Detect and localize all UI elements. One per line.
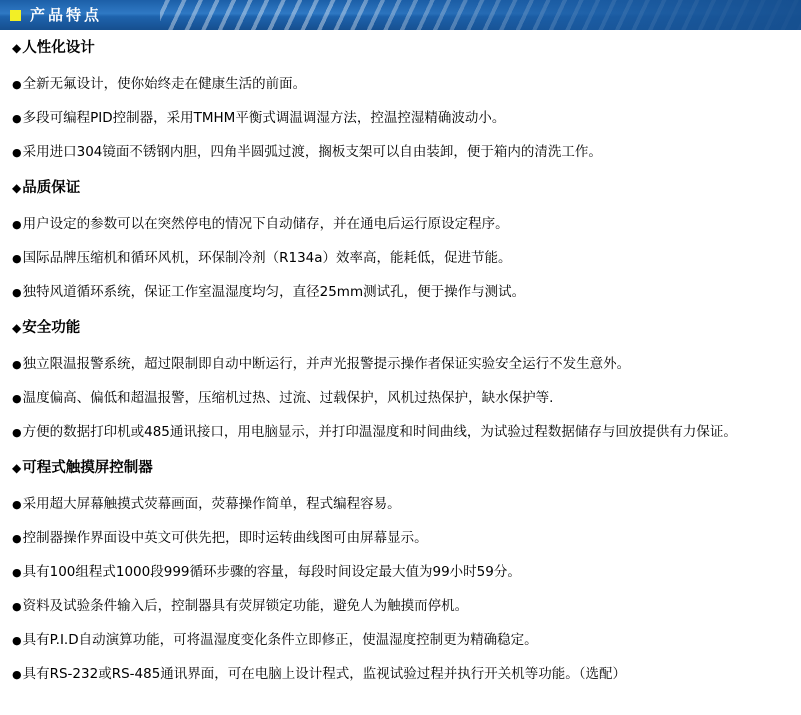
spacer (12, 373, 789, 390)
spacer (12, 301, 789, 320)
list-item-text: 独立限温报警系统，超过限制即自动中断运行，并声光报警提示操作者保证实验安全运行不发生意外。 (22, 356, 631, 373)
list-item (12, 598, 789, 615)
list-item-text: 温度偏高、偏低和超温报警，压缩机过热、过流、过载保护，风机过热保护，缺水保护等. (22, 390, 554, 407)
diamond-icon: ◆ (12, 41, 22, 55)
list-item (12, 530, 789, 547)
section-heading (12, 180, 789, 197)
spacer (12, 93, 789, 110)
section-heading (12, 40, 789, 57)
bullet-dot-icon: ● (12, 532, 22, 546)
spacer (12, 407, 789, 424)
yellow-square-icon (10, 10, 21, 21)
bullet-dot-icon: ● (12, 600, 22, 614)
list-item-text: 方便的数据打印机或485通讯接口，用电脑显示，并打印温湿度和时间曲线，为试验过程数据储存与回放提供有力保证。 (22, 424, 737, 441)
list-item (12, 284, 789, 301)
spacer (12, 127, 789, 144)
bullet-dot-icon: ● (12, 252, 22, 266)
list-item-text: 独特风道循环系统，保证工作室温湿度均匀，直径25mm测试孔，便于操作与测试。 (22, 284, 526, 301)
list-item (12, 144, 789, 161)
feature-list (12, 199, 789, 301)
section-heading (12, 460, 789, 477)
list-item-text: 具有100组程式1000段999循环步骤的容量，每段时间设定最大值为99小时59分。 (22, 564, 521, 581)
list-item-text: 国际品牌压缩机和循环风机，环保制冷剂（R134a）效率高，能耗低，促进节能。 (22, 250, 512, 267)
spacer (12, 339, 789, 356)
bullet-dot-icon: ● (12, 358, 22, 372)
list-item (12, 496, 789, 513)
banner-gradient-overlay (330, 0, 801, 30)
features-content (0, 30, 801, 683)
section-banner (0, 0, 801, 30)
list-item-text: 具有RS-232或RS-485通讯界面，可在电脑上设计程式，监视试验过程并执行开关机等功能。（选配） (22, 665, 627, 682)
list-item (12, 356, 789, 373)
list-item (12, 110, 789, 127)
list-item-text: 具有P.I.D自动演算功能，可将温湿度变化条件立即修正，使温湿度控制更为精确稳定。 (22, 631, 538, 648)
feature-list (12, 479, 789, 682)
feature-section-controller (12, 460, 789, 683)
spacer (12, 161, 789, 180)
bullet-dot-icon: ● (12, 146, 22, 160)
spacer (12, 441, 789, 460)
spacer (12, 581, 789, 598)
spacer (12, 513, 789, 530)
diamond-icon: ◆ (12, 181, 22, 196)
list-item-text: 多段可编程PID控制器，采用TMHM平衡式调温调湿方法，控温控湿精确波动小。 (22, 110, 506, 127)
list-item-text: 控制器操作界面设中英文可供先把，即时运转曲线图可由屏幕显示。 (22, 530, 428, 547)
list-item (12, 564, 789, 581)
list-item-text: 用户设定的参数可以在突然停电的情况下自动储存，并在通电后运行原设定程序。 (22, 216, 509, 233)
list-item (12, 632, 789, 649)
spacer (12, 199, 789, 216)
list-item-text: 采用超大屏幕触摸式荧幕画面，荧幕操作简单，程式编程容易。 (22, 496, 401, 513)
spacer (12, 267, 789, 284)
section-heading-label: 品质保证 (22, 180, 81, 197)
spacer (12, 479, 789, 496)
diamond-icon: ◆ (12, 461, 22, 476)
spacer (12, 649, 789, 666)
feature-list (12, 59, 789, 161)
spacer (12, 547, 789, 564)
bullet-dot-icon: ● (12, 667, 22, 681)
list-item-text: 资料及试验条件输入后，控制器具有荧屏锁定功能，避免人为触摸而停机。 (22, 598, 469, 615)
list-item (12, 250, 789, 267)
bullet-dot-icon: ● (12, 392, 22, 406)
spacer (12, 59, 789, 76)
section-heading-label: 可程式触摸屏控制器 (22, 460, 153, 477)
bullet-dot-icon: ● (12, 286, 22, 300)
section-heading (12, 320, 789, 337)
spacer (12, 233, 789, 250)
list-item (12, 666, 789, 683)
feature-section-quality (12, 180, 789, 301)
list-item (12, 76, 789, 93)
banner-title-group (0, 0, 102, 30)
list-item (12, 216, 789, 233)
feature-list (12, 339, 789, 441)
list-item (12, 390, 789, 407)
bullet-dot-icon: ● (12, 218, 22, 232)
bullet-dot-icon: ● (12, 498, 22, 512)
spacer (12, 615, 789, 632)
bullet-dot-icon: ● (12, 112, 22, 126)
bullet-dot-icon: ● (12, 78, 22, 92)
bullet-dot-icon: ● (12, 426, 22, 440)
diamond-icon: ◆ (12, 321, 22, 336)
list-item-text: 采用进口304镜面不锈钢内胆，四角半圆弧过渡，搁板支架可以自由装卸，便于箱内的清洗工作。 (22, 144, 602, 161)
feature-section-human-design (12, 40, 789, 161)
section-heading-label: 安全功能 (22, 320, 81, 337)
list-item (12, 424, 789, 441)
list-item-text: 全新无氟设计，使你始终走在健康生活的前面。 (22, 76, 307, 93)
page-title: 产品特点 (30, 5, 103, 24)
section-heading-label: 人性化设计 (22, 40, 95, 56)
bullet-dot-icon: ● (12, 633, 22, 647)
bullet-dot-icon: ● (12, 566, 22, 580)
feature-section-safety (12, 320, 789, 441)
